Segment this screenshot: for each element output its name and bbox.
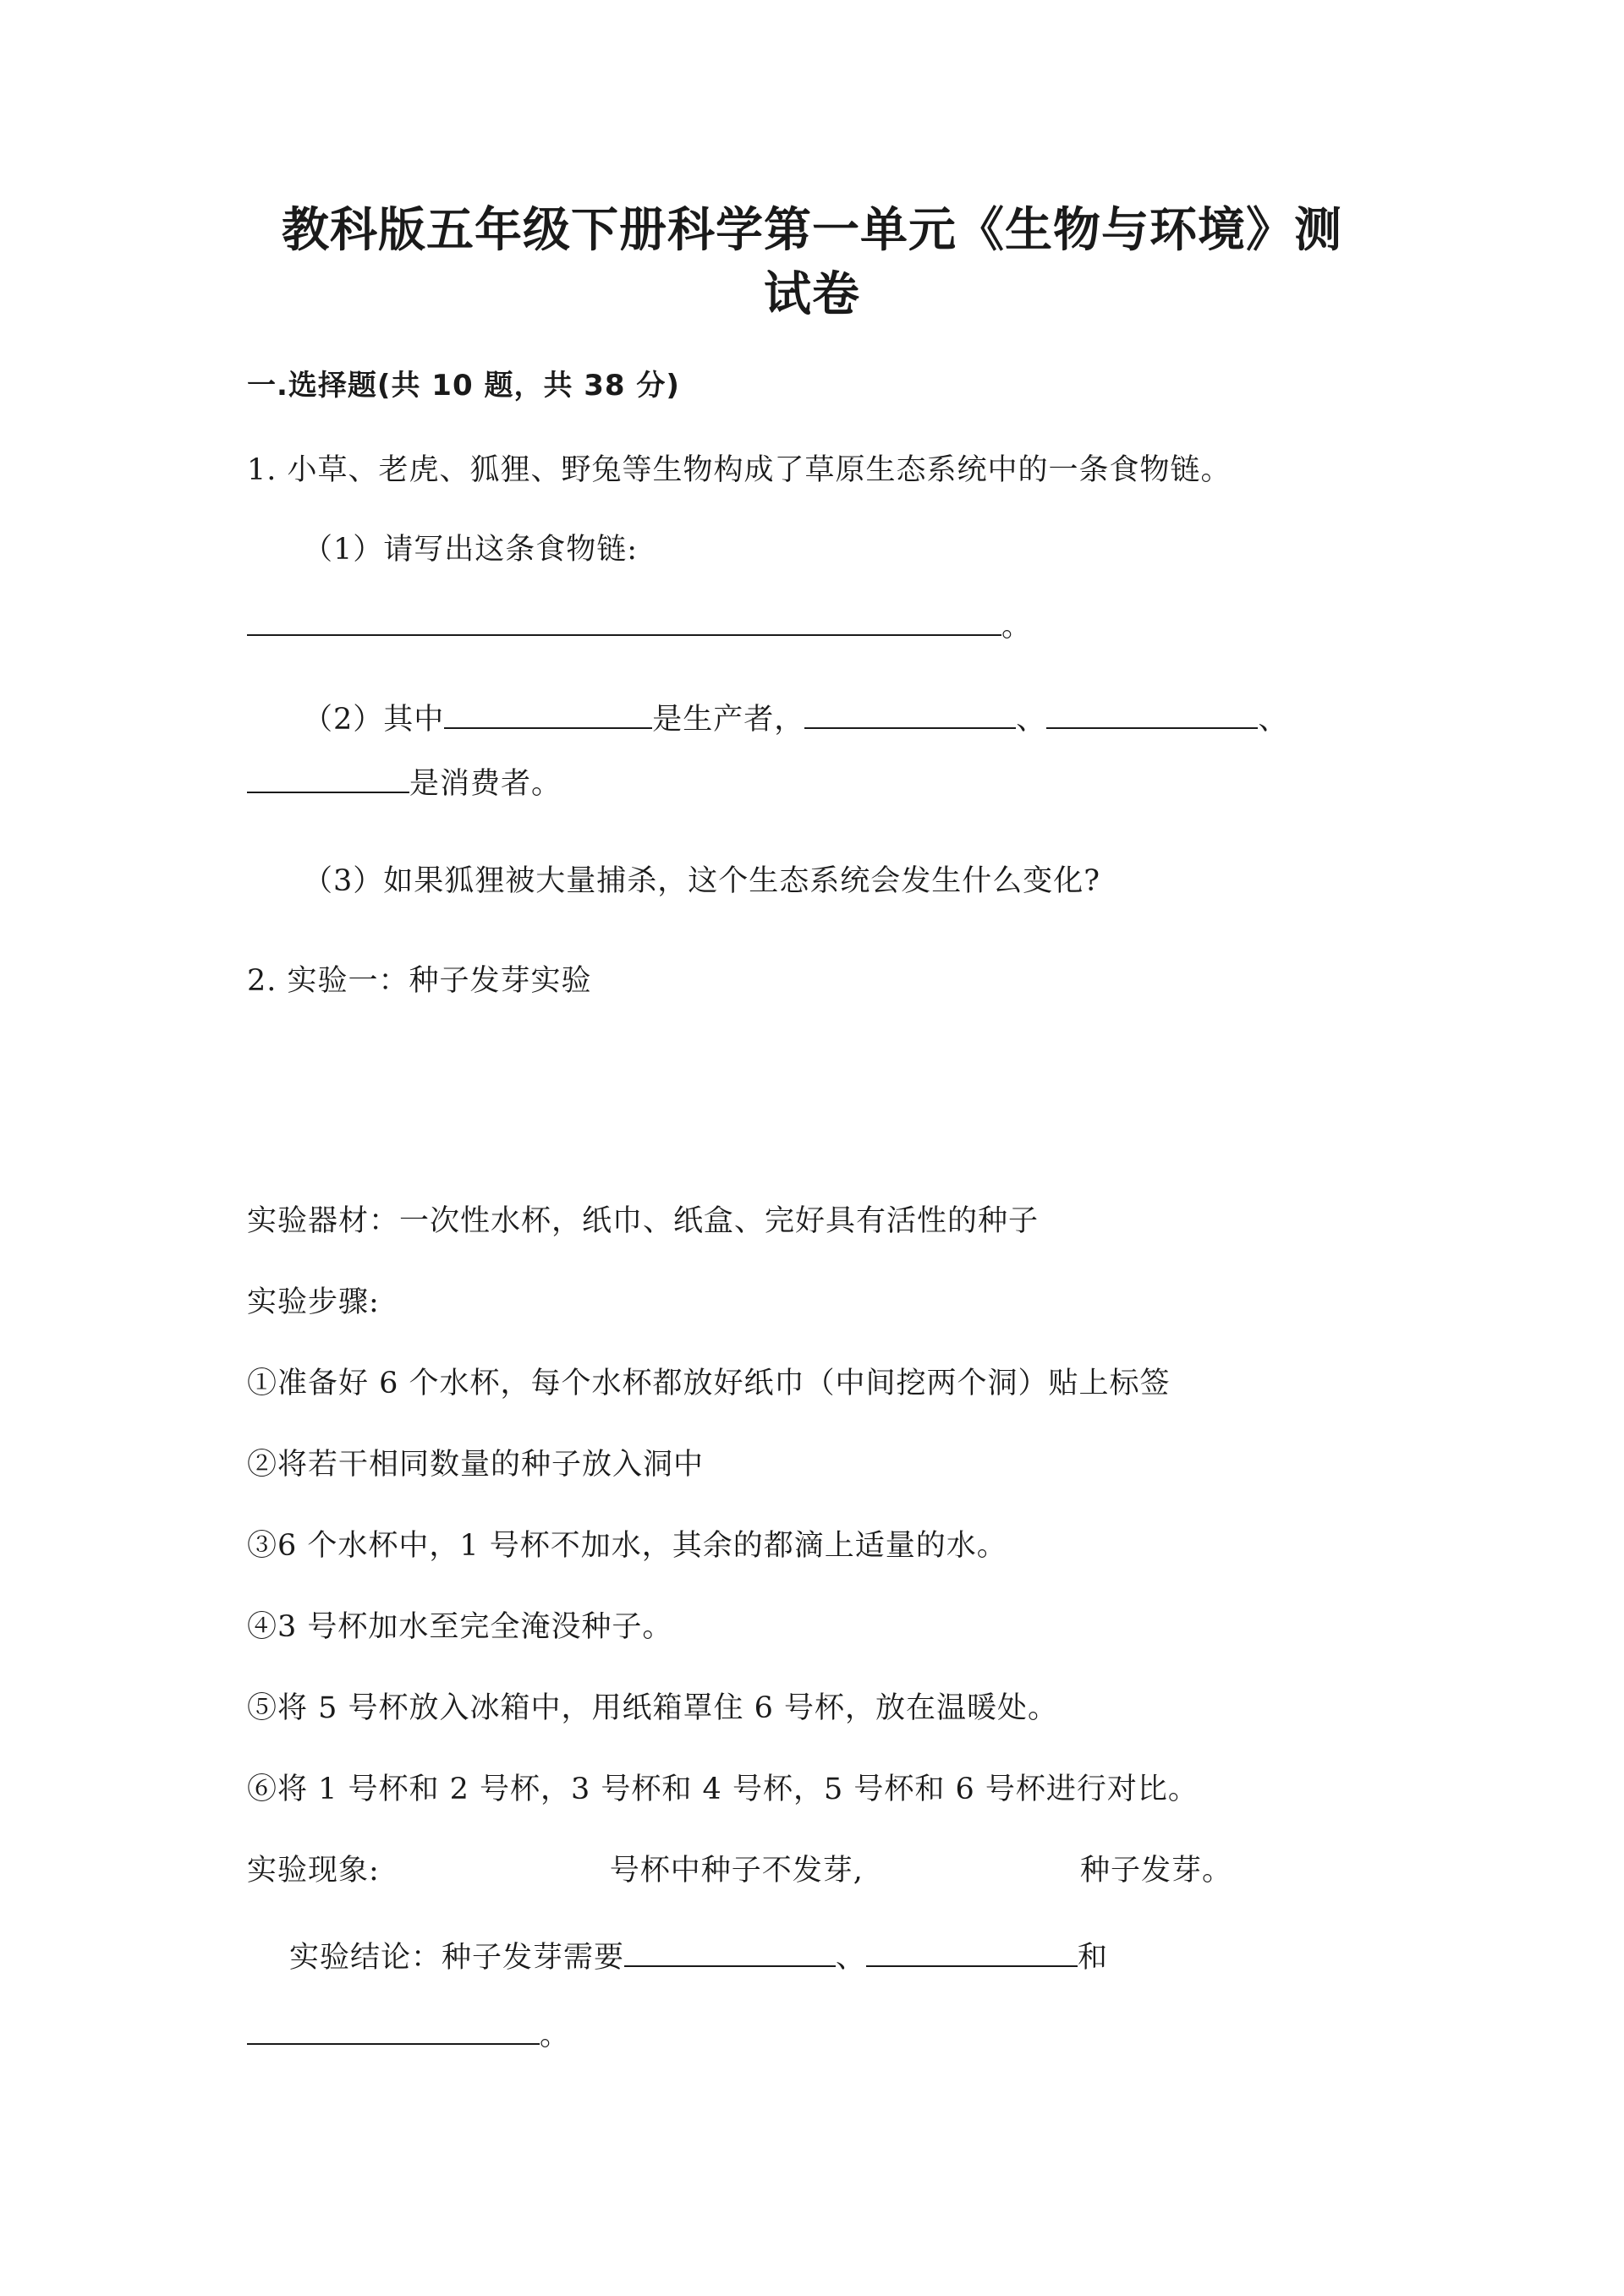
experiment-step-4: ④3 号杯加水至完全淹没种子。: [247, 1610, 673, 1644]
experiment-conclusion-row: [289, 1933, 1108, 1978]
question-2-stem: 2. 实验一：种子发芽实验: [247, 964, 592, 998]
section-heading-choice: 一.选择题(共 10 题，共 38 分): [247, 369, 680, 403]
conclusion-end-mark: 。: [540, 2019, 571, 2052]
experiment-step-1: ①准备好 6 个水杯，每个水杯都放好纸巾（中间挖两个洞）贴上标签: [247, 1367, 1171, 1400]
experiment-steps-label: 实验步骤:: [247, 1285, 380, 1319]
part-2-prefix: （2）其中: [303, 703, 445, 737]
answer-blank-consumer-1[interactable]: [804, 695, 1016, 729]
exam-title-line-2: 试卷: [764, 267, 860, 322]
experiment-step-5: ⑤将 5 号杯放入冰箱中，用纸箱罩住 6 号杯，放在温暖处。: [247, 1691, 1059, 1725]
experiment-step-2: ②将若干相同数量的种子放入洞中: [247, 1448, 705, 1482]
answer-blank-consumer-2[interactable]: [1046, 695, 1258, 729]
separator-1: 、: [1016, 703, 1047, 737]
question-1-part-1: （1）请写出这条食物链:: [303, 533, 639, 567]
phenomenon-no-sprout-text: 号杯中种子不发芽,: [609, 1854, 864, 1888]
conclusion-prefix: 实验结论：种子发芽需要: [289, 1941, 625, 1975]
answer-blank-condition-2[interactable]: [866, 1933, 1078, 1967]
question-1-part-2-row: [303, 695, 1288, 740]
experiment-step-6: ⑥将 1 号杯和 2 号杯，3 号杯和 4 号杯，5 号杯和 6 号杯进行对比。: [247, 1773, 1199, 1806]
phenomenon-label: 实验现象:: [247, 1854, 380, 1888]
experiment-phenomenon-row: [247, 1850, 1232, 1891]
part-2-consumer-text: 是消费者。: [409, 767, 562, 801]
question-1-part-2-row-2: [247, 759, 562, 804]
phenomenon-sprout-text: 种子发芽。: [1079, 1854, 1232, 1888]
separator-2: 、: [1258, 703, 1289, 737]
conclusion-and: 和: [1078, 1941, 1109, 1975]
question-1-part-3: （3）如果狐狸被大量捕杀，这个生态系统会发生什么变化?: [303, 864, 1101, 898]
answer-blank-food-chain[interactable]: [247, 602, 1001, 636]
experiment-conclusion-row-2: [247, 2011, 570, 2056]
question-1-part-1-answer-row: [247, 602, 1032, 647]
experiment-step-3: ③6 个水杯中，1 号杯不加水，其余的都滴上适量的水。: [247, 1529, 1007, 1563]
answer-blank-condition-3[interactable]: [247, 2011, 540, 2045]
answer-blank-consumer-3[interactable]: [247, 759, 409, 793]
experiment-materials: 实验器材：一次性水杯，纸巾、纸盒、完好具有活性的种子: [247, 1204, 1040, 1238]
answer-blank-condition-1[interactable]: [624, 1933, 836, 1967]
exam-title-line-1: 教科版五年级下册科学第一单元《生物与环境》测: [282, 203, 1342, 258]
answer-blank-producer[interactable]: [444, 695, 652, 729]
conclusion-separator: 、: [836, 1941, 867, 1975]
question-1-stem: 1. 小草、老虎、狐狸、野兔等生物构成了草原生态系统中的一条食物链。: [247, 453, 1232, 487]
part-2-producer-text: 是生产者，: [652, 703, 805, 737]
period-mark: 。: [1001, 610, 1033, 644]
